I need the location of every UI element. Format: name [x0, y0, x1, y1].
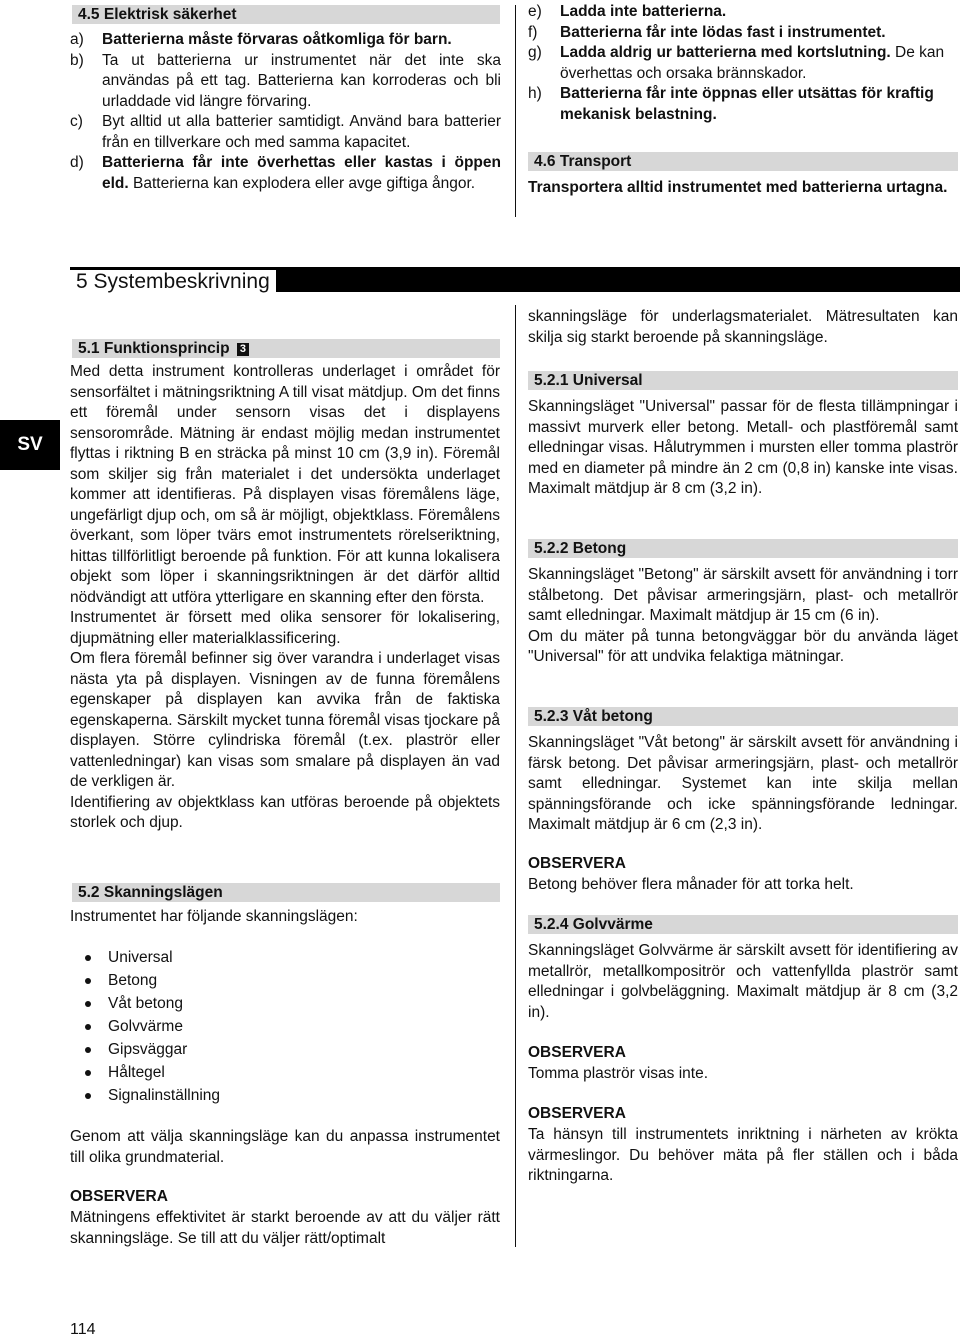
section-heading-5-2-1: 5.2.1 Universal — [528, 371, 958, 390]
safety-list-right — [528, 2, 958, 125]
paragraph: Med detta instrument kontrolleras underlaget i området för sensorfältet i mätningsriktning A till visat mätdjup. Om det finns ett föremål under sensorn visas det i displayens sensorområde. Mätning är endast möjlig medan instrumentet flyttas i riktning B en sträcka på minst 10 cm (3,9 in). Föremål som skiljer sig från materialet i det undersökta underlaget kommer att identifieras. På displayen visas föremålens läge, ungefärligt djup och, om så är möjligt, objektklass. Föremålens överkant, som löper tvärs emot instrumentets rörelseriktning, hittas tillförlitligt beroende på funktion. För att kunna lokalisera objekt som löper i skanningsriktningen är det därför alltid nödvändigt att utföra ytterligare en skanning efter den första. — [70, 363, 500, 606]
figure-ref-badge: 3 — [237, 343, 249, 356]
column-divider-top — [515, 5, 516, 217]
section-heading-4-6: 4.6 Transport — [528, 152, 958, 171]
list-item: Golvvärme — [70, 1015, 500, 1038]
list-item: g) Ladda aldrig ur batterierna med kortslutning. De kan överhettas och orsaka brännskador. — [528, 44, 945, 82]
list-item: e) Ladda inte batterierna. — [528, 3, 727, 20]
language-tab: SV — [0, 420, 60, 470]
list-item: Universal — [70, 946, 500, 969]
list-item: Gipsväggar — [70, 1038, 500, 1061]
list-item: a) Batterierna måste förvaras oåtkomliga för barn. — [70, 31, 452, 48]
section-heading-5-2: 5.2 Skanningslägen — [72, 883, 500, 902]
transport-text: Transportera alltid instrumentet med batterierna urtagna. — [528, 179, 948, 196]
paragraph: Instrumentet är försett med olika sensorer för lokalisering, djupmätning eller materialklassificering. — [70, 609, 500, 647]
note-text: Mätningens effektivitet är starkt beroende av att du väljer rätt skanningsläge. Se till att du väljer rätt/optimalt — [70, 1209, 500, 1247]
note-label: OBSERVERA — [528, 855, 626, 872]
list-item: b) Ta ut batterierna ur instrumentet när det inte ska användas på ett tag. Batterierna kan korroderas och bli urladdade vid längre förvaring. — [70, 51, 501, 110]
list-item: Våt betong — [70, 992, 500, 1015]
list-item: h) Batterierna får inte öppnas eller utsättas för kraftig mekanisk belastning. — [528, 85, 934, 123]
section-5-1-body — [70, 362, 500, 834]
paragraph: Om du mäter på tunna betongväggar bör du använda läget "Universal" för att undvika felaktiga mätningar. — [528, 627, 958, 665]
list-item: Signalinställning — [70, 1084, 500, 1107]
note-text: Tomma plaströr visas inte. — [528, 1065, 709, 1082]
section-5-2-after: Genom att välja skanningsläge kan du anpassa instrumentet till olika grundmaterial. — [70, 1128, 500, 1166]
list-item: Betong — [70, 969, 500, 992]
section-heading-4-5: 4.5 Elektrisk säkerhet — [72, 5, 500, 24]
list-item: d) Batterierna får inte överhettas eller kastas i öppen eld. Batterierna kan explodera eller avge giftiga ångor. — [70, 154, 501, 192]
scan-mode-list — [70, 946, 500, 1107]
note-text: Ta hänsyn till instrumentets inriktning i närheten av krökta värmeslingor. Du behöver mäta på fler ställen och i båda riktningarna. — [528, 1126, 958, 1184]
list-item: f) Batterierna får inte lödas fast i instrumentet. — [528, 23, 886, 41]
safety-list-left — [70, 30, 501, 194]
section-5-2-4-text: Skanningsläget Golvvärme är särskilt avsett för identifiering av metallrör, metallkompositrör och vattenfyllda plaströr samt elledningar i golvbeläggning. Maximalt mätdjup är 8 cm (3,2 in). — [528, 942, 958, 1021]
note-label: OBSERVERA — [528, 1044, 626, 1061]
continued-text: skanningsläge för underlagsmaterialet. Mätresultaten kan skilja sig starkt beroende på skanningsläge. — [528, 308, 958, 346]
paragraph: Skanningsläget "Betong" är särskilt avsett för användning i torr stålbetong. Det påvisar armeringsjärn, plast- och metallrör samt elledningar. Maximalt mätdjup är 15 cm (6 in). — [528, 566, 958, 624]
paragraph: Identifiering av objektklass kan utföras beroende på objektets storlek och djup. — [70, 793, 500, 831]
section-heading-5-2-4: 5.2.4 Golvvärme — [528, 915, 958, 934]
section-heading-5-1: 5.1 Funktionsprincip 3 — [72, 339, 500, 358]
paragraph: Om flera föremål befinner sig över varandra i underlaget visas nästa yta på displayen. Visningen av de funna föremålens egenskaper på displayen kan avvika från de faktiska egenskaperna. Särskilt mycket tunna föremål visas tjockare på displayen. Större cylindriska föremål (t.ex. plaströr eller vattenledningar) kan visas som smalare på displayen än vad de verkligen är. — [70, 650, 500, 790]
section-heading-5-2-3: 5.2.3 Våt betong — [528, 707, 958, 726]
section-heading-5-2-2: 5.2.2 Betong — [528, 539, 958, 558]
note-label: OBSERVERA — [528, 1105, 626, 1122]
section-5-2-3-text: Skanningsläget "Våt betong" är särskilt avsett för användning i färsk betong. Det påvisar armeringsjärn, plast- och metallrör samt elledningar. Systemet kan inte skilja mellan spänningsförande och icke spänningsförande ledningar. Maximalt mätdjup är 6 cm (2,3 in). — [528, 734, 958, 833]
page-number: 114 — [70, 1321, 96, 1338]
section-5-2-2-text — [528, 565, 958, 668]
section-5-2-1-text: Skanningsläget "Universal" passar för de flesta tillämpningar i massivt murverk eller betong. Metall- och plastföremål samt elledningar visas. Hålutrymmen i mursten eller tomma plaströr med en diameter på mindre än 2 cm (0,8 in) kanske inte visas. Maximalt mätdjup är 8 cm (3,2 in). — [528, 398, 958, 497]
chapter-title: 5 Systembeskrivning — [70, 270, 276, 292]
list-item: Håltegel — [70, 1061, 500, 1084]
list-item: c) Byt alltid ut alla batterier samtidigt. Använd bara batterier från en tillverkare och med samma kapacitet. — [70, 113, 501, 151]
note-label: OBSERVERA — [70, 1188, 168, 1205]
note-text: Betong behöver flera månader för att torka helt. — [528, 876, 854, 893]
column-divider-main — [515, 305, 516, 1247]
section-5-2-intro: Instrumentet har följande skanningslägen: — [70, 908, 358, 925]
